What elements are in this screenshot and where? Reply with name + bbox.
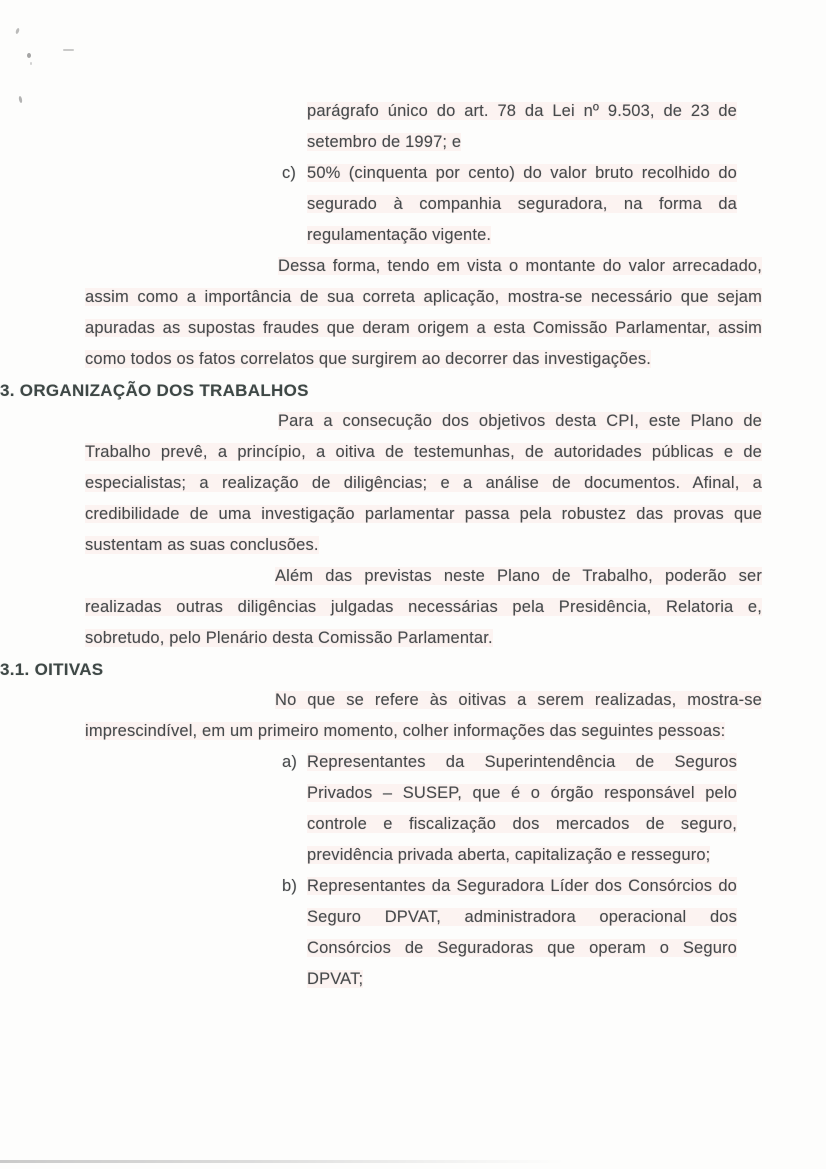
section-heading-organizacao-dos-trabalhos: 3. ORGANIZAÇÃO DOS TRABALHOS (0, 381, 309, 400)
list-item-a-marker: a) (282, 753, 297, 771)
paragraph-alem-das-previstas (85, 561, 762, 654)
list-item-b-body (307, 871, 737, 995)
paragraph-text: Além das previstas neste Plano de Trabalho, poderão ser realizadas outras diligências julgadas necessárias pela Presidência, Relatoria e, sobretudo, pelo Plenário desta Comissão Parlamentar. (85, 567, 762, 647)
list-continuation-block (0, 96, 826, 251)
list-item-a-body (307, 747, 737, 871)
list-item-a (282, 747, 737, 871)
list-item-b (282, 871, 737, 995)
list-item-c (282, 158, 737, 251)
list-item-continuation (307, 96, 737, 158)
list-item-a-text: Representantes da Superintendência de Seguros Privados – SUSEP, que é o órgão responsável pelo controle e fiscalização dos mercados de seguro, previdência privada aberta, capitalização e resseguro; (307, 753, 737, 864)
paragraph-dessa-forma (85, 251, 762, 375)
list-item-c-body (307, 158, 737, 251)
list-item-c-text: 50% (cinquenta por cento) do valor bruto recolhido do segurado à companhia seguradora, na forma da regulamentação vigente. (307, 164, 737, 244)
paragraph-para-a-consecucao (85, 406, 762, 561)
scan-speck (30, 62, 32, 65)
scan-edge-line (0, 1160, 565, 1163)
paragraph-text: Para a consecução dos objetivos desta CPI, este Plano de Trabalho prevê, a princípio, a oitiva de testemunhas, de autoridades públicas e de especialistas; a realização de diligências; e a análise de documentos. Afinal, a credibilidade de uma investigação parlamentar passa pela robustez das provas que sustentam as suas conclusões. (85, 412, 762, 554)
paragraph-text: No que se refere às oitivas a serem realizadas, mostra-se imprescindível, em um primeiro momento, colher informações das seguintes pessoas: (85, 691, 762, 740)
paragraph-no-que-se-refere (85, 685, 762, 747)
scan-speck (27, 53, 31, 58)
section-heading-oitivas: 3.1. OITIVAS (0, 660, 104, 679)
oitivas-list (0, 747, 826, 995)
paragraph-text: Dessa forma, tendo em vista o montante do valor arrecadado, assim como a importância de sua correta aplicação, mostra-se necessário que sejam apuradas as supostas fraudes que deram origem a esta Comissão Parlamentar, assim como todos os fatos correlatos que surgirem ao decorrer das investigações. (85, 257, 762, 368)
list-item-c-marker: c) (282, 164, 297, 182)
continuation-text: parágrafo único do art. 78 da Lei nº 9.503, de 23 de setembro de 1997; e (307, 102, 737, 151)
scan-speck (63, 49, 74, 51)
list-item-b-marker: b) (282, 877, 297, 895)
scan-speck (15, 28, 20, 35)
list-item-b-text: Representantes da Seguradora Líder dos Consórcios do Seguro DPVAT, administradora operacional dos Consórcios de Seguradoras que operam o Seguro DPVAT; (307, 877, 737, 988)
